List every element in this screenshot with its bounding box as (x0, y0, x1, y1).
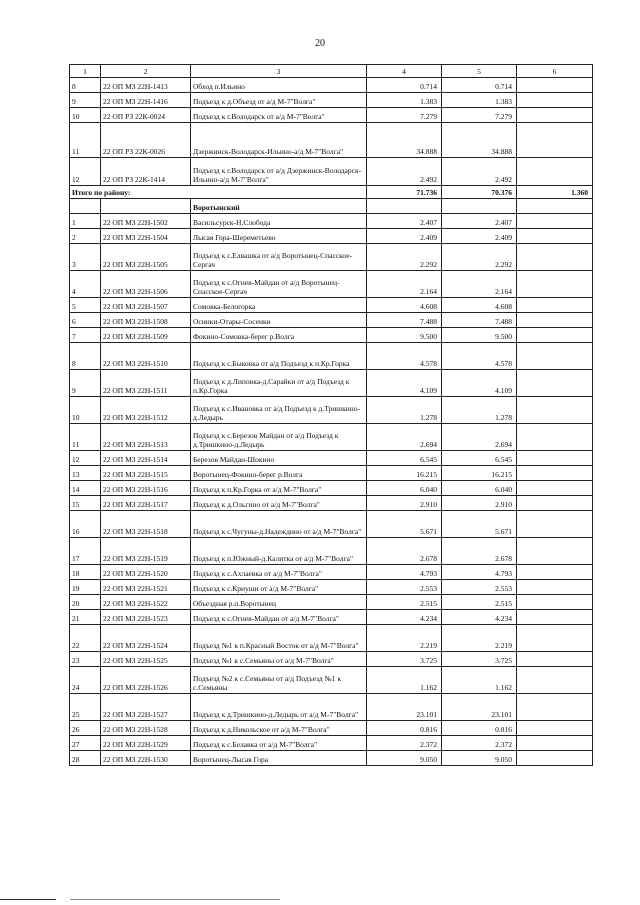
row-number: 6 (70, 313, 101, 328)
road-name: Объездная р.п.Воротынец (191, 595, 367, 610)
hard-surface-length: 1.278 (442, 397, 517, 424)
column-number: 4 (367, 65, 442, 78)
other-surface-length (517, 343, 593, 370)
road-code: 22 ОП МЗ 22Н-1505 (101, 244, 191, 271)
table-row (70, 652, 593, 667)
row-number: 24 (70, 667, 101, 694)
road-length: 2.409 (367, 229, 442, 244)
row-number: 7 (70, 328, 101, 343)
column-number: 5 (442, 65, 517, 78)
other-surface-length (517, 123, 593, 158)
road-name: Осинки-Отары-Сосенки (191, 313, 367, 328)
road-length: 1.383 (367, 93, 442, 108)
road-name: Подъезд №1 к с.Семьяны от а/д М-7"Волга" (191, 652, 367, 667)
table-row (70, 694, 593, 721)
hard-surface-length: 23.101 (442, 694, 517, 721)
road-length: 9.050 (367, 751, 442, 766)
hard-surface-length: 2.515 (442, 595, 517, 610)
column-number-row (70, 65, 593, 78)
other-surface-length (517, 298, 593, 313)
row-number: 4 (70, 271, 101, 298)
other-surface-length (517, 328, 593, 343)
table-row (70, 667, 593, 694)
other-surface-length (517, 244, 593, 271)
other-surface-length (517, 511, 593, 538)
road-name: Подъезд №1 к п.Красный Восток от а/д М-7"Волга" (191, 625, 367, 652)
hard-surface-length: 2.492 (442, 158, 517, 186)
row-number: 19 (70, 580, 101, 595)
road-code: 22 ОП МЗ 22Н-1507 (101, 298, 191, 313)
table-row (70, 511, 593, 538)
row-number: 21 (70, 610, 101, 625)
road-code: 22 ОП МЗ 22Н-1510 (101, 343, 191, 370)
table-row (70, 538, 593, 565)
hard-surface-length: 2.409 (442, 229, 517, 244)
row-number: 22 (70, 625, 101, 652)
road-code: 22 ОП РЗ 22К-0024 (101, 108, 191, 123)
other-surface-length (517, 466, 593, 481)
hard-surface-length: 2.694 (442, 424, 517, 451)
road-name: Подъезд к с.Елвашка от а/д Воротынец-Спасское-Сергач (191, 244, 367, 271)
road-code: 22 ОП РЗ 22К-1414 (101, 158, 191, 186)
road-name: Обход п.Ильино (191, 78, 367, 93)
road-code: 22 ОП МЗ 22Н-1521 (101, 580, 191, 595)
road-name: Сомовка-Белогорка (191, 298, 367, 313)
row-number: 23 (70, 652, 101, 667)
row-number: 9 (70, 93, 101, 108)
road-length: 2.372 (367, 736, 442, 751)
table-row (70, 466, 593, 481)
other-surface-length (517, 751, 593, 766)
hard-surface-length: 1.162 (442, 667, 517, 694)
hard-surface-length: 1.383 (442, 93, 517, 108)
road-code: 22 ОП МЗ 22Н-1528 (101, 721, 191, 736)
road-length: 6.545 (367, 451, 442, 466)
empty-cell (367, 199, 442, 214)
hard-surface-length: 16.215 (442, 466, 517, 481)
table-row (70, 158, 593, 186)
hard-surface-length: 2.678 (442, 538, 517, 565)
road-length: 6.040 (367, 481, 442, 496)
row-number: 28 (70, 751, 101, 766)
table-row (70, 370, 593, 397)
other-surface-length (517, 424, 593, 451)
other-surface-length (517, 667, 593, 694)
row-number: 11 (70, 424, 101, 451)
road-code: 22 ОП МЗ 22Н-1512 (101, 397, 191, 424)
table-row (70, 108, 593, 123)
road-length: 4.793 (367, 565, 442, 580)
road-length: 2.492 (367, 158, 442, 186)
other-surface-length (517, 580, 593, 595)
table-row (70, 244, 593, 271)
column-number: 2 (101, 65, 191, 78)
road-name: Подъезд к д.Объезд от а/д М-7"Волга" (191, 93, 367, 108)
hard-surface-length: 6.040 (442, 481, 517, 496)
row-number: 13 (70, 466, 101, 481)
road-name: Воротынец-Фокино-берег р.Волга (191, 466, 367, 481)
road-name: Подъезд №2 к с.Семьяны от а/д Подъезд №1 к с.Семьяны (191, 667, 367, 694)
hard-surface-length: 4.578 (442, 343, 517, 370)
road-name: Подъезд к с.Быковка от а/д Подъезд к п.Кр.Горка (191, 343, 367, 370)
column-number: 1 (70, 65, 101, 78)
table-row (70, 736, 593, 751)
hard-surface-length: 9.500 (442, 328, 517, 343)
road-code: 22 ОП МЗ 22Н-1520 (101, 565, 191, 580)
road-code: 22 ОП МЗ 22Н-1516 (101, 481, 191, 496)
table-row (70, 214, 593, 229)
road-name: Подъезд к с.Криуши от а/д М-7"Волга" (191, 580, 367, 595)
road-length: 2.694 (367, 424, 442, 451)
row-number: 15 (70, 496, 101, 511)
row-number: 25 (70, 694, 101, 721)
hard-surface-length: 9.050 (442, 751, 517, 766)
empty-cell (442, 199, 517, 214)
table-row (70, 328, 593, 343)
hard-surface-length: 4.608 (442, 298, 517, 313)
total-length: 71.736 (367, 186, 442, 199)
road-name: Подъезд к п.Кр.Горка от а/д М-7"Волга" (191, 481, 367, 496)
column-number: 6 (517, 65, 593, 78)
empty-cell (70, 199, 101, 214)
road-code: 22 ОП МЗ 22Н-1518 (101, 511, 191, 538)
row-number: 10 (70, 108, 101, 123)
row-number: 1 (70, 214, 101, 229)
road-code: 22 ОП МЗ 22Н-1506 (101, 271, 191, 298)
other-surface-length (517, 229, 593, 244)
road-length: 2.553 (367, 580, 442, 595)
road-length: 4.234 (367, 610, 442, 625)
road-name: Подъезд к д.Никольское от а/д М-7"Волга" (191, 721, 367, 736)
other-surface-length (517, 565, 593, 580)
row-number: 8 (70, 78, 101, 93)
other-surface-length (517, 397, 593, 424)
hard-surface-length: 34.888 (442, 123, 517, 158)
road-length: 2.292 (367, 244, 442, 271)
other-surface-length (517, 652, 593, 667)
road-length: 3.725 (367, 652, 442, 667)
road-code: 22 ОП МЗ 22Н-1517 (101, 496, 191, 511)
district-name: Воротынский (191, 199, 367, 214)
hard-surface-length: 0.714 (442, 78, 517, 93)
other-surface-length (517, 93, 593, 108)
road-code: 22 ОП МЗ 22Н-1525 (101, 652, 191, 667)
row-number: 16 (70, 511, 101, 538)
road-code: 22 ОП МЗ 22Н-1416 (101, 93, 191, 108)
road-name: Подъезд к с.Чугуны-д.Надеждино от а/д М-7"Волга" (191, 511, 367, 538)
road-length: 0.816 (367, 721, 442, 736)
row-number: 11 (70, 123, 101, 158)
other-surface-length (517, 313, 593, 328)
footer-rule (0, 899, 56, 900)
road-length: 7.279 (367, 108, 442, 123)
road-name: Подъезд к с.Ахлаевка от а/д М-7"Волга" (191, 565, 367, 580)
road-code: 22 ОП МЗ 22Н-1519 (101, 538, 191, 565)
hard-surface-length: 4.109 (442, 370, 517, 397)
road-length: 2.910 (367, 496, 442, 511)
road-name: Васильсурск-Н.Слобода (191, 214, 367, 229)
road-code: 22 ОП МЗ 22Н-1514 (101, 451, 191, 466)
hard-surface-length: 2.372 (442, 736, 517, 751)
hard-surface-length: 6.545 (442, 451, 517, 466)
footer-rule (70, 899, 280, 900)
column-number: 3 (191, 65, 367, 78)
table-row (70, 625, 593, 652)
road-name: Березов Майдан-Шокино (191, 451, 367, 466)
road-name: Подъезд к д.Ольгино от а/д М-7"Волга" (191, 496, 367, 511)
table-row (70, 343, 593, 370)
row-number: 3 (70, 244, 101, 271)
other-surface-length (517, 370, 593, 397)
road-name: Подъезд к с.Огнев-Майдан от а/д Воротынец-Спасское-Сергач (191, 271, 367, 298)
road-name: Подъезд к с.Ивановка от а/д Подъезд к д.Тришкино-д.Ледырь (191, 397, 367, 424)
row-number: 2 (70, 229, 101, 244)
row-number: 12 (70, 158, 101, 186)
road-length: 0.714 (367, 78, 442, 93)
other-surface-length (517, 610, 593, 625)
other-surface-length (517, 595, 593, 610)
other-surface-length (517, 481, 593, 496)
table-row (70, 298, 593, 313)
road-length: 4.608 (367, 298, 442, 313)
road-length: 2.407 (367, 214, 442, 229)
road-code: 22 ОП РЗ 22К-0026 (101, 123, 191, 158)
other-surface-length (517, 721, 593, 736)
road-code: 22 ОП МЗ 22Н-1515 (101, 466, 191, 481)
road-code: 22 ОП МЗ 22Н-1523 (101, 610, 191, 625)
other-surface-length (517, 271, 593, 298)
row-number: 5 (70, 298, 101, 313)
road-name: Воротынец-Лысая Гора (191, 751, 367, 766)
road-length: 2.678 (367, 538, 442, 565)
road-code: 22 ОП МЗ 22Н-1526 (101, 667, 191, 694)
total-hard-surface: 70.376 (442, 186, 517, 199)
road-length: 23.101 (367, 694, 442, 721)
road-code: 22 ОП МЗ 22Н-1504 (101, 229, 191, 244)
table-row (70, 565, 593, 580)
road-name: Лысая Гора-Шереметьево (191, 229, 367, 244)
hard-surface-length: 4.234 (442, 610, 517, 625)
row-number: 12 (70, 451, 101, 466)
row-number: 26 (70, 721, 101, 736)
hard-surface-length: 2.553 (442, 580, 517, 595)
row-number: 14 (70, 481, 101, 496)
road-code: 22 ОП МЗ 22Н-1527 (101, 694, 191, 721)
other-surface-length (517, 214, 593, 229)
road-name: Подъезд к с.Огнев-Майдан от а/д М-7"Волга" (191, 610, 367, 625)
other-surface-length (517, 496, 593, 511)
hard-surface-length: 5.671 (442, 511, 517, 538)
road-name: Фокино-Сомовка-берег р.Волга (191, 328, 367, 343)
total-label: Итого по району: (70, 186, 367, 199)
hard-surface-length: 2.910 (442, 496, 517, 511)
hard-surface-length: 4.793 (442, 565, 517, 580)
other-surface-length (517, 694, 593, 721)
row-number: 10 (70, 397, 101, 424)
road-code: 22 ОП МЗ 22Н-1524 (101, 625, 191, 652)
road-code: 22 ОП МЗ 22Н-1502 (101, 214, 191, 229)
other-surface-length (517, 625, 593, 652)
row-number: 27 (70, 736, 101, 751)
hard-surface-length: 0.816 (442, 721, 517, 736)
road-length: 2.515 (367, 595, 442, 610)
road-code: 22 ОП МЗ 22Н-1413 (101, 78, 191, 93)
row-number: 17 (70, 538, 101, 565)
table-row (70, 424, 593, 451)
hard-surface-length: 3.725 (442, 652, 517, 667)
road-code: 22 ОП МЗ 22Н-1513 (101, 424, 191, 451)
row-number: 18 (70, 565, 101, 580)
road-name: Подъезд к г.Володарск от а/д Дзержинск-Володарск-Ильино-а/д М-7"Волга" (191, 158, 367, 186)
hard-surface-length: 2.164 (442, 271, 517, 298)
table-row (70, 496, 593, 511)
district-header-row (70, 199, 593, 214)
table-row (70, 313, 593, 328)
table-row (70, 93, 593, 108)
empty-cell (517, 199, 593, 214)
row-number: 9 (70, 370, 101, 397)
road-name: Дзержинск-Володарск-Ильино-а/д М-7"Волга" (191, 123, 367, 158)
table-row (70, 78, 593, 93)
district-total-row (70, 186, 593, 199)
road-code: 22 ОП МЗ 22Н-1511 (101, 370, 191, 397)
table-row (70, 721, 593, 736)
table-row (70, 229, 593, 244)
road-length: 2.219 (367, 625, 442, 652)
other-surface-length (517, 78, 593, 93)
table-row (70, 481, 593, 496)
road-length: 9.500 (367, 328, 442, 343)
table-row (70, 397, 593, 424)
road-name: Подъезд к г.Володарск от а/д М-7"Волга" (191, 108, 367, 123)
hard-surface-length: 2.407 (442, 214, 517, 229)
other-surface-length (517, 158, 593, 186)
empty-cell (101, 199, 191, 214)
table-row (70, 123, 593, 158)
table-row (70, 580, 593, 595)
table-row (70, 451, 593, 466)
road-name: Подъезд к с.Березов Майдан от а/д Подъезд к д.Тришкино-д.Ледырь (191, 424, 367, 451)
table-row (70, 751, 593, 766)
page-number: 20 (315, 38, 325, 49)
total-other-surface: 1.360 (517, 186, 593, 199)
table-row (70, 610, 593, 625)
table-row (70, 271, 593, 298)
table-row (70, 595, 593, 610)
row-number: 20 (70, 595, 101, 610)
road-length: 5.671 (367, 511, 442, 538)
other-surface-length (517, 108, 593, 123)
hard-surface-length: 7.488 (442, 313, 517, 328)
road-length: 1.278 (367, 397, 442, 424)
hard-surface-length: 2.292 (442, 244, 517, 271)
road-length: 34.888 (367, 123, 442, 158)
road-code: 22 ОП МЗ 22Н-1522 (101, 595, 191, 610)
roads-table (69, 64, 593, 766)
hard-surface-length: 2.219 (442, 625, 517, 652)
road-code: 22 ОП МЗ 22Н-1508 (101, 313, 191, 328)
road-length: 4.109 (367, 370, 442, 397)
row-number: 8 (70, 343, 101, 370)
road-code: 22 ОП МЗ 22Н-1529 (101, 736, 191, 751)
road-name: Подъезд к д.Тришкино-д.Ледырь от а/д М-7"Волга" (191, 694, 367, 721)
other-surface-length (517, 538, 593, 565)
road-name: Подъезд к д.Липовка-д.Сарайки от а/д Подъезд к п.Кр.Горка (191, 370, 367, 397)
other-surface-length (517, 451, 593, 466)
road-code: 22 ОП МЗ 22Н-1509 (101, 328, 191, 343)
road-code: 22 ОП МЗ 22Н-1530 (101, 751, 191, 766)
other-surface-length (517, 736, 593, 751)
hard-surface-length: 7.279 (442, 108, 517, 123)
road-name: Подъезд к п.Южный-д.Калитка от а/д М-7"Волга" (191, 538, 367, 565)
road-length: 7.488 (367, 313, 442, 328)
road-name: Подъезд к с.Белавка от а/д М-7"Волга" (191, 736, 367, 751)
road-length: 16.215 (367, 466, 442, 481)
road-length: 2.164 (367, 271, 442, 298)
road-length: 1.162 (367, 667, 442, 694)
road-length: 4.578 (367, 343, 442, 370)
roads-table-body (70, 65, 593, 766)
